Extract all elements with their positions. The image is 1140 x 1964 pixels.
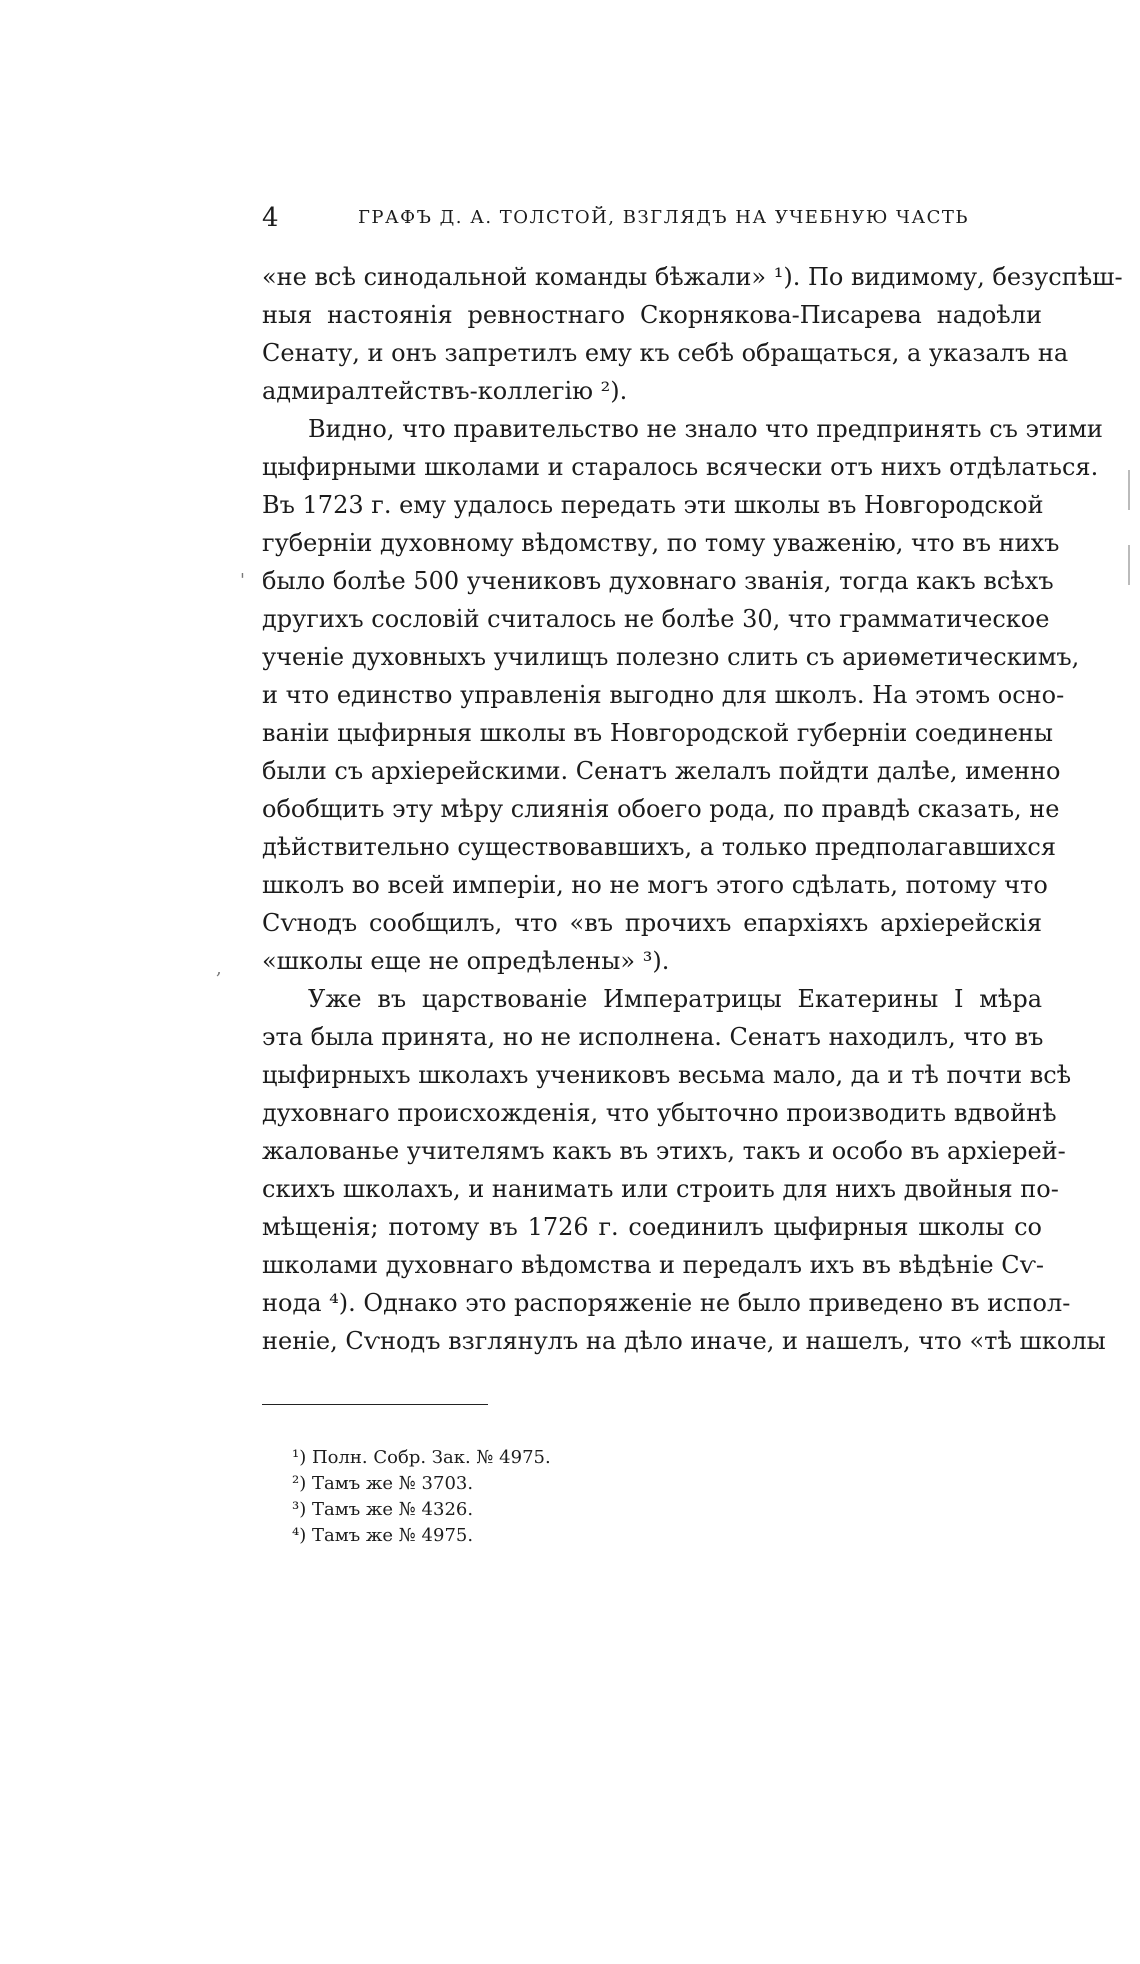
- text-line: адмиралтействъ-коллегію ²).: [262, 377, 628, 405]
- footnotes: [292, 1445, 551, 1549]
- text-line: ваніи цыфирныя школы въ Новгородской губерніи соединены: [262, 719, 1054, 747]
- margin-tick-mark: ,: [216, 958, 222, 979]
- margin-bar-mark: [1128, 470, 1130, 510]
- text-line: эта была принята, но не исполнена. Сенатъ находилъ, что въ: [262, 1023, 1044, 1051]
- page-header: [262, 203, 970, 233]
- text-line: губерніи духовному вѣдомству, по тому уваженію, что въ нихъ: [262, 529, 1060, 557]
- text-line: и что единство управленія выгодно для школъ. На этомъ осно-: [262, 681, 1065, 709]
- running-title: ГРАФЪ Д. А. ТОЛСТОЙ, ВЗГЛЯДЪ НА УЧЕБНУЮ ЧАСТЬ: [358, 207, 970, 228]
- text-line: нода ⁴). Однако это распоряженіе не было приведено въ испол-: [262, 1289, 1071, 1317]
- text-line: жалованье учителямъ какъ въ этихъ, такъ и особо въ архіерей-: [262, 1137, 1066, 1165]
- margin-bar-mark: [1128, 545, 1130, 585]
- text-line: Видно, что правительство не знало что предпринять съ этими: [308, 415, 1103, 443]
- footnote: ¹) Полн. Собр. Зак. № 4975.: [292, 1447, 551, 1468]
- body-text: [262, 258, 1123, 1360]
- text-line: Уже въ царствованіе Императрицы Екатерины I мѣра: [308, 985, 1042, 1013]
- footnote: ²) Тамъ же № 3703.: [292, 1473, 474, 1494]
- text-line: цыфирными школами и старалось всячески отъ нихъ отдѣлаться.: [262, 453, 1099, 481]
- text-line: обобщить эту мѣру слиянія обоего рода, по правдѣ сказать, не: [262, 795, 1060, 823]
- footnote: ³) Тамъ же № 4326.: [292, 1499, 474, 1520]
- text-line: «школы еще не опредѣлены» ³).: [262, 947, 670, 975]
- text-line: «не всѣ синодальной команды бѣжали» ¹). По видимому, безуспѣш-: [262, 263, 1123, 291]
- text-line: школъ во всей имперіи, но не могъ этого сдѣлать, потому что: [262, 871, 1048, 899]
- text-line: духовнаго происхожденія, что убыточно производить вдвойнѣ: [262, 1099, 1057, 1127]
- text-line: были съ архіерейскими. Сенатъ желалъ пойдти далѣе, именно: [262, 757, 1061, 785]
- margin-dot-mark: ': [240, 570, 245, 591]
- text-line: цыфирныхъ школахъ учениковъ весьма мало, да и тѣ почти всѣ: [262, 1061, 1072, 1089]
- text-line: было болѣе 500 учениковъ духовнаго званія, тогда какъ всѣхъ: [262, 567, 1054, 595]
- text-line: Сѵнодъ сообщилъ, что «въ прочихъ епархіяхъ архіерейскія: [262, 909, 1042, 937]
- text-line: мѣщенія; потому въ 1726 г. соединилъ цыфирныя школы со: [262, 1213, 1042, 1241]
- footnote: ⁴) Тамъ же № 4975.: [292, 1525, 474, 1546]
- text-line: Сенату, и онъ запретилъ ему къ себѣ обращаться, а указалъ на: [262, 339, 1069, 367]
- text-line: Въ 1723 г. ему удалось передать эти школы въ Новгородской: [262, 491, 1044, 519]
- footnote-divider: [262, 1404, 488, 1405]
- page-number: 4: [262, 203, 280, 233]
- text-line: скихъ школахъ, и нанимать или строить для нихъ двойныя по-: [262, 1175, 1059, 1203]
- text-line: ныя настоянія ревностнаго Скорнякова-Писарева надоѣли: [262, 301, 1042, 329]
- text-line: ученіе духовныхъ училищъ полезно слить съ ариѳметическимъ,: [262, 643, 1080, 671]
- text-line: дѣйствительно существовавшихъ, а только предполагавшихся: [262, 833, 1057, 861]
- text-line: другихъ сословій считалось не болѣе 30, что грамматическое: [262, 605, 1050, 633]
- text-line: неніе, Сѵнодъ взглянулъ на дѣло иначе, и нашелъ, что «тѣ школы: [262, 1327, 1106, 1355]
- text-line: школами духовнаго вѣдомства и передалъ ихъ въ вѣдѣніе Сѵ-: [262, 1251, 1044, 1279]
